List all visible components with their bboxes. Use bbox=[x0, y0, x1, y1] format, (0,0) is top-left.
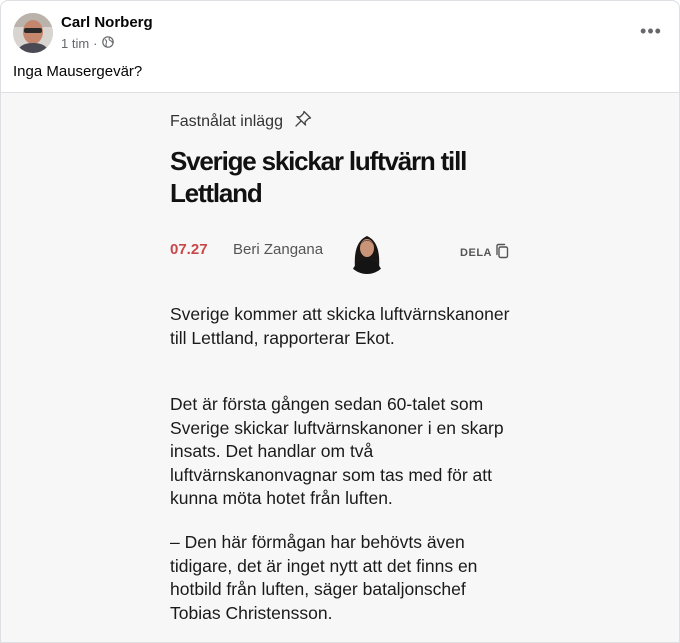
post-time[interactable]: 1 tim bbox=[61, 36, 90, 51]
article-paragraph: Sverige kommer att skicka luftvärnskanoner till Lettland, rapporterar Ekot. bbox=[170, 304, 510, 348]
article-time: 07.27 bbox=[170, 241, 208, 258]
article-paragraph: – Den här förmågan har behövts även tidigare, det är inget nytt att det finns en hotbild från luften, säger bataljonschef Tobias Christensson. bbox=[170, 532, 478, 623]
article-paragraph: Det är första gången sedan 60-talet som Sverige skickar luftvärnskanoner i en skarp insats. Det handlar om två luftvärnskanonvagnar som tas med för att kunna möta hotet från luften. bbox=[170, 394, 504, 508]
article-byline bbox=[170, 226, 515, 276]
pinned-label: Fastnålat inlägg bbox=[170, 112, 283, 130]
reporter-name: Beri Zangana bbox=[233, 241, 324, 258]
meta-separator: · bbox=[93, 36, 98, 51]
post-header bbox=[1, 1, 679, 61]
globe-icon bbox=[102, 36, 114, 51]
author-name[interactable]: Carl Norberg bbox=[61, 14, 153, 31]
share-label: DELA bbox=[460, 246, 492, 259]
more-options-icon[interactable]: ••• bbox=[640, 20, 662, 41]
author-avatar[interactable] bbox=[13, 13, 53, 53]
pin-icon bbox=[293, 109, 313, 134]
copy-icon bbox=[495, 243, 509, 262]
shared-screenshot[interactable] bbox=[1, 92, 679, 643]
post-text: Inga Mausergevär? bbox=[13, 63, 143, 80]
article-headline: Sverige skickar luftvärn till Lettland bbox=[170, 146, 467, 208]
post-meta bbox=[61, 36, 114, 51]
share-button[interactable] bbox=[460, 243, 509, 262]
reporter-photo bbox=[345, 228, 389, 274]
pinned-indicator bbox=[170, 109, 313, 134]
